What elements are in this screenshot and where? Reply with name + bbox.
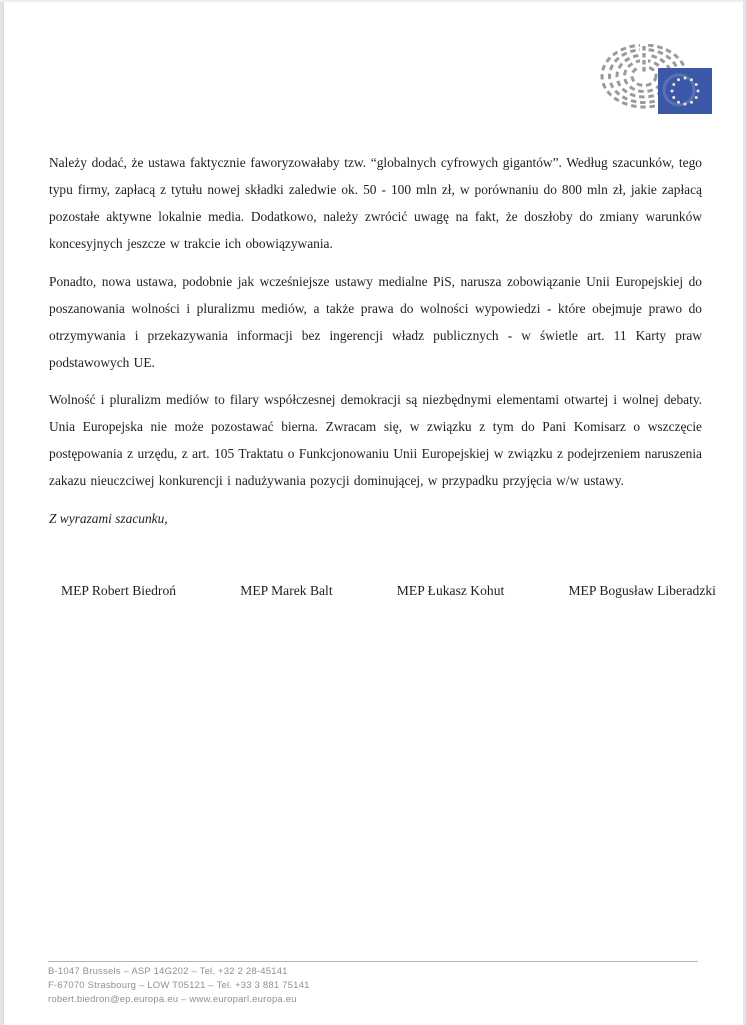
footer-address-brussels: B-1047 Brussels – ASP 14G202 – Tel. +32 2 28-45141	[48, 966, 288, 977]
signature-lukasz-kohut: MEP Łukasz Kohut	[396, 582, 505, 598]
paragraph-eu-action: Wolność i pluralizm mediów to filary współczesnej demokracji są niezbędnymi elementami otwartej i wolnej debaty. Unia Europejska nie może pozostawać bierna. Zwracam się, w związku z tym do Pani Komisarz o wszczęcie postępowania z urzędu, z art. 105 Traktatu o Funkcjonowaniu Unii Europejskiej w związku z podejrzeniem naruszenia zakazu nieuczciwej konkurencji i nadużywania pozycji dominującej, w przypadku przyjęcia w/w ustawy.	[49, 392, 702, 488]
signature-row	[61, 582, 716, 599]
signature-boguslaw-liberadzki: MEP Bogusław Liberadzki	[568, 582, 716, 598]
letterhead-footer	[48, 961, 698, 1007]
footer-contact-line: robert.biedron@ep.europa.eu – www.europarl.europa.eu	[48, 994, 297, 1005]
page-edge-left	[0, 0, 4, 1025]
footer-address-strasbourg: F-67070 Strasbourg – LOW T05121 – Tel. +33 3 881 75141	[48, 980, 310, 991]
paragraph-digital-giants: Należy dodać, że ustawa faktycznie faworyzowałaby tzw. “globalnych cyfrowych gigantów”. Według szacunków, tego typu firmy, zapłacą z tytułu nowej składki zaledwie ok. 50 - 100 mln zł, w porównaniu do 800 mln zł, jakie zapłacą pozostałe aktywne lokalnie media. Dodatkowo, należy zwrócić uwagę na fakt, że doszłoby do zmiany warunków koncesyjnych jeszcze w trakcie ich obowiązywania.	[49, 155, 702, 251]
signature-robert-biedron: MEP Robert Biedroń	[61, 582, 177, 598]
paragraph-media-freedom: Ponadto, nowa ustawa, podobnie jak wcześniejsze ustawy medialne PiS, narusza zobowiązanie Unii Europejskiej do poszanowania wolności i pluralizmu mediów, a także prawa do wolności wypowiedzi - które obejmuje prawo do otrzymywania i przekazywania informacji bez ingerencji władz publicznych - w świetle art. 11 Karty praw podstawowych UE.	[49, 273, 702, 370]
signature-marek-balt: MEP Marek Balt	[240, 582, 333, 598]
closing-salutation: Z wyrazami szacunku,	[49, 510, 168, 526]
letter-body	[49, 0, 716, 599]
